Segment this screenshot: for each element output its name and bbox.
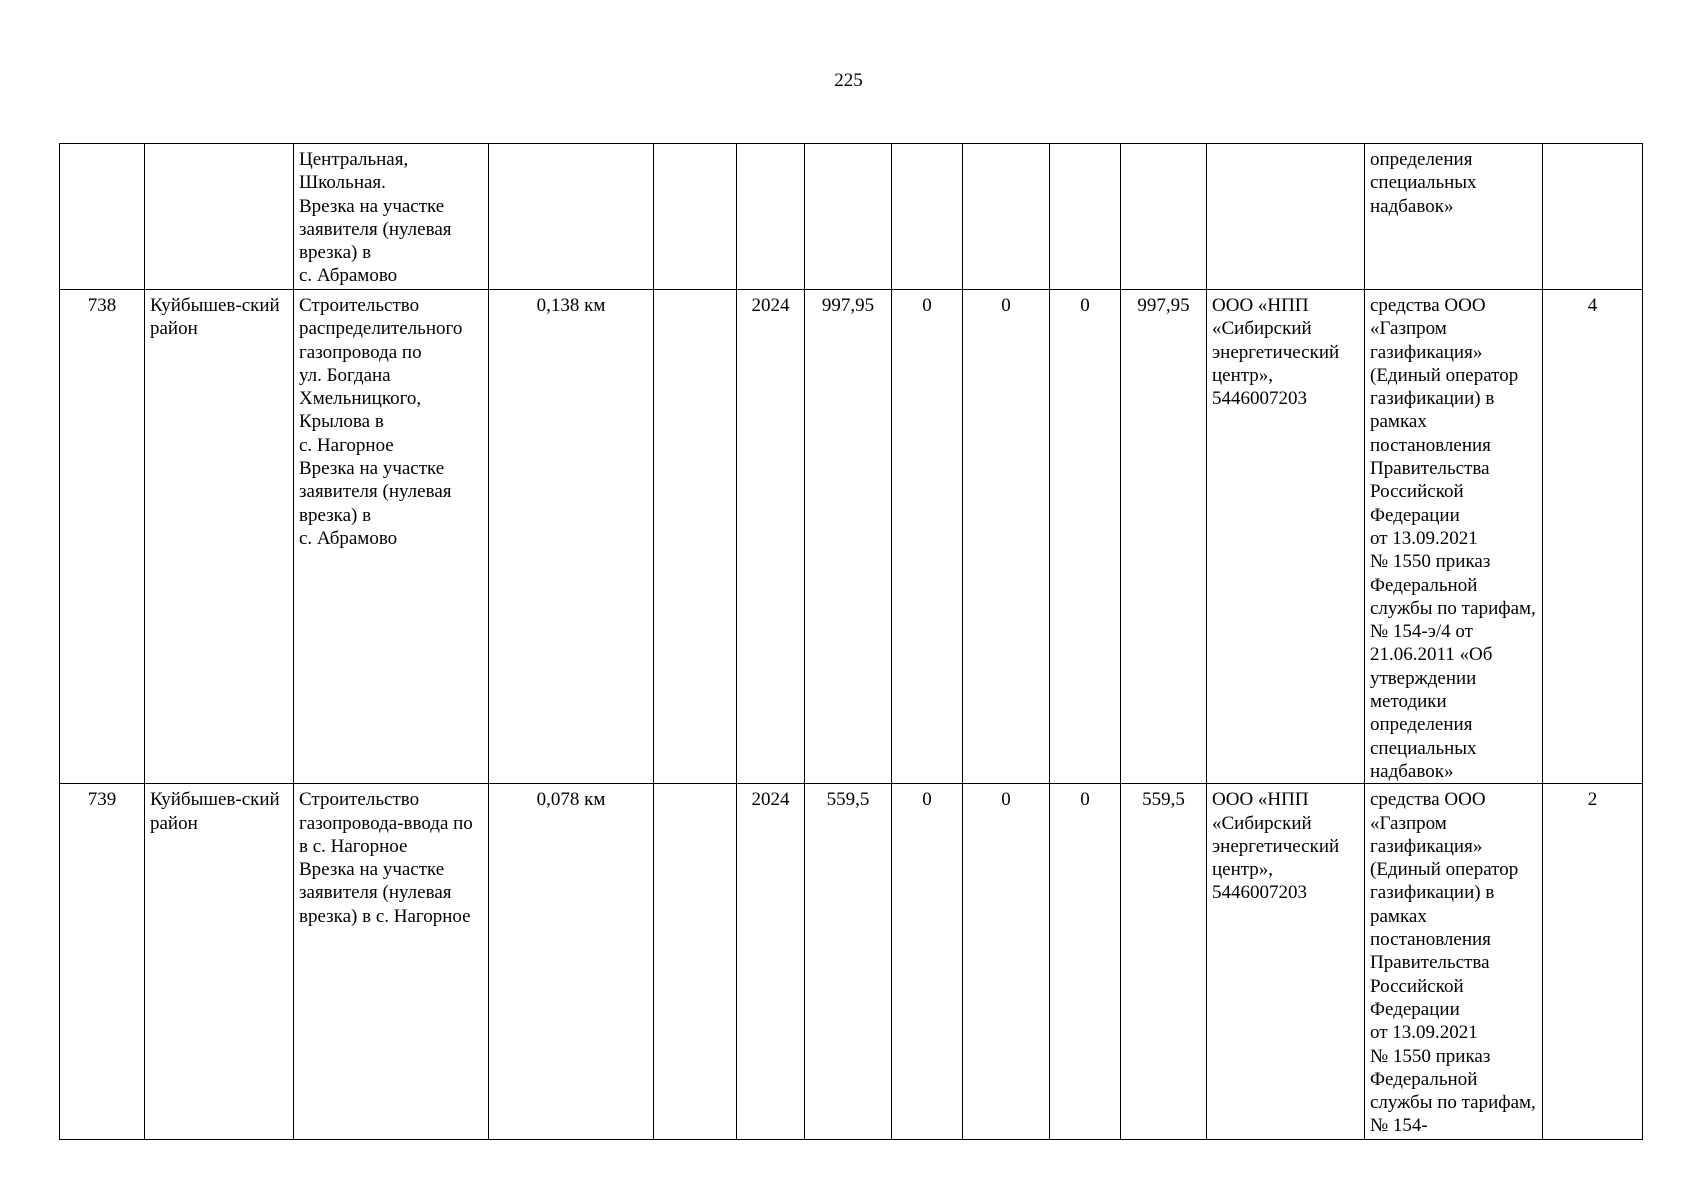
- cell-value-3: 0: [1050, 290, 1121, 784]
- cell-total: 559,5: [805, 784, 892, 1140]
- cell-value-4: 559,5: [1121, 784, 1207, 1140]
- cell-funding-source: средства ООО «Газпром газификация» (Единый оператор газификации) в рамках постановления Правительства Российской Федерации от 13.09.2021 № 1550 приказ Федеральной службы по тарифам, № 154-: [1365, 784, 1543, 1140]
- page-number: 225: [834, 70, 863, 91]
- table-row: [60, 784, 1643, 1140]
- cell-number: 739: [60, 784, 145, 1140]
- cell-value-2: 0: [963, 290, 1050, 784]
- cell-year: 2024: [737, 784, 805, 1140]
- cell-empty: [654, 290, 737, 784]
- cell-value-1: 0: [892, 784, 963, 1140]
- cell-value-4: 997,95: [1121, 290, 1207, 784]
- data-table: [59, 143, 1643, 1140]
- cell-value-2: 0: [963, 784, 1050, 1140]
- cell-empty: [654, 784, 737, 1140]
- cell-year: 2024: [737, 290, 805, 784]
- cell-description: Строительство газопровода-ввода по в с. Нагорное Врезка на участке заявителя (нулевая врезка) в с. Нагорное: [294, 784, 489, 1140]
- cell-district: Куйбышев-ский район: [145, 290, 294, 784]
- cell-description: Центральная, Школьная. Врезка на участке заявителя (нулевая врезка) в с. Абрамово: [294, 144, 489, 290]
- table-row: [60, 144, 1643, 290]
- cell-value-1: [892, 144, 963, 290]
- cell-description: Строительство распределительного газопровода по ул. Богдана Хмельницкого, Крылова в с. Нагорное Врезка на участке заявителя (нулевая врезка) в с. Абрамово: [294, 290, 489, 784]
- cell-number: 738: [60, 290, 145, 784]
- cell-value-2: [963, 144, 1050, 290]
- cell-value-4: [1121, 144, 1207, 290]
- cell-funding-source: средства ООО «Газпром газификация» (Единый оператор газификации) в рамках постановления Правительства Российской Федерации от 13.09.2021 № 1550 приказ Федеральной службы по тарифам, № 154-э/4 от 21.06.2011 «Об утверждении методики определения специальных надбавок»: [1365, 290, 1543, 784]
- cell-count: [1543, 144, 1643, 290]
- cell-value-1: 0: [892, 290, 963, 784]
- cell-count: 2: [1543, 784, 1643, 1140]
- cell-length: 0,138 км: [489, 290, 654, 784]
- cell-district: Куйбышев-ский район: [145, 784, 294, 1140]
- cell-empty: [654, 144, 737, 290]
- cell-organization: ООО «НПП «Сибирский энергетический центр», 5446007203: [1207, 784, 1365, 1140]
- cell-value-3: [1050, 144, 1121, 290]
- cell-length: 0,078 км: [489, 784, 654, 1140]
- cell-number: [60, 144, 145, 290]
- table-row: [60, 290, 1643, 784]
- cell-funding-source: определения специальных надбавок»: [1365, 144, 1543, 290]
- cell-organization: ООО «НПП «Сибирский энергетический центр», 5446007203: [1207, 290, 1365, 784]
- cell-value-3: 0: [1050, 784, 1121, 1140]
- cell-organization: [1207, 144, 1365, 290]
- cell-district: [145, 144, 294, 290]
- cell-count: 4: [1543, 290, 1643, 784]
- cell-length: [489, 144, 654, 290]
- cell-total: [805, 144, 892, 290]
- cell-total: 997,95: [805, 290, 892, 784]
- cell-year: [737, 144, 805, 290]
